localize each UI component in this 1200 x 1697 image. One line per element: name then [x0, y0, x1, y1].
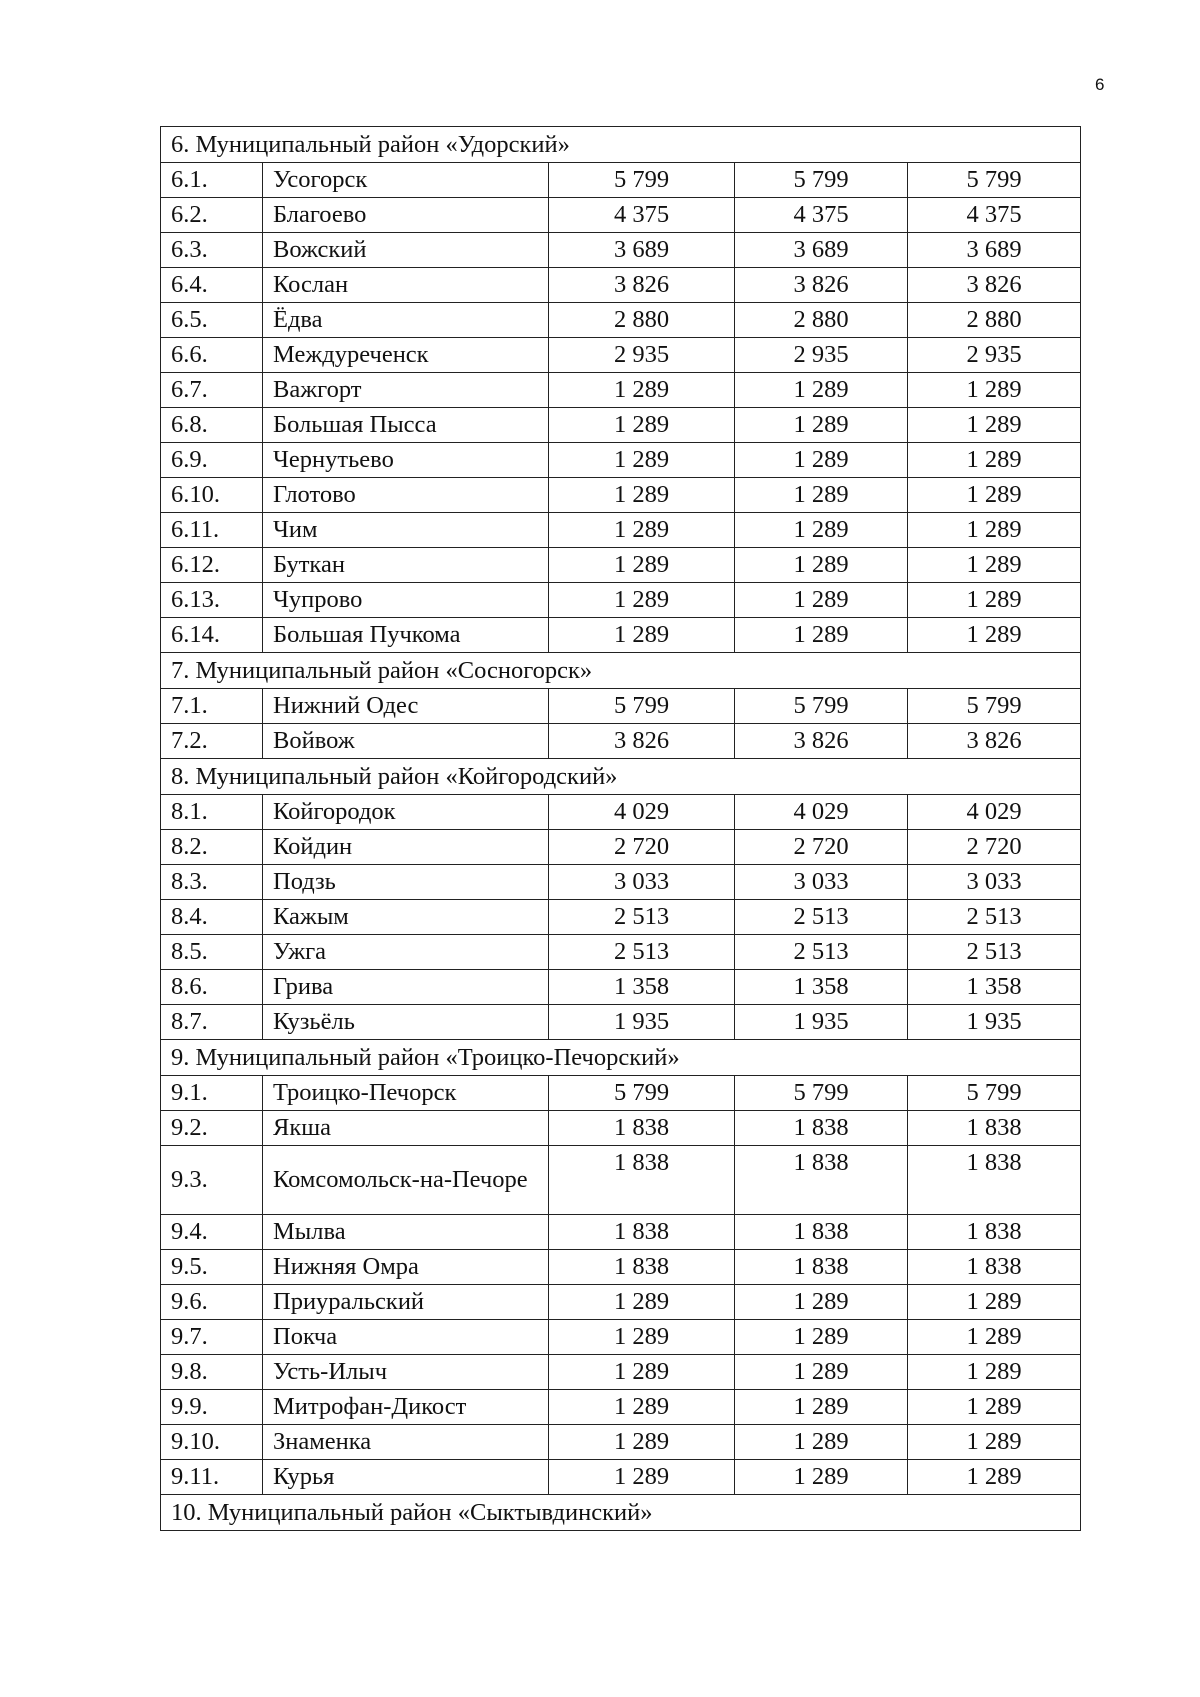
value-col-2: 5 799: [735, 163, 908, 198]
value-col-2: 1 289: [735, 583, 908, 618]
value-col-1: 1 289: [549, 478, 735, 513]
section-title: 9. Муниципальный район «Троицко-Печорский»: [161, 1040, 1081, 1076]
value-col-1: 1 838: [549, 1250, 735, 1285]
settlement-name: Мылва: [263, 1215, 549, 1250]
row-code: 7.1.: [161, 689, 263, 724]
row-code: 6.8.: [161, 408, 263, 443]
value-col-1: 5 799: [549, 163, 735, 198]
row-code: 9.7.: [161, 1320, 263, 1355]
section-title: 10. Муниципальный район «Сыктывдинский»: [161, 1495, 1081, 1531]
table-row: [161, 1146, 1081, 1215]
value-col-1: 5 799: [549, 689, 735, 724]
table-row: [161, 1355, 1081, 1390]
value-col-1: 1 289: [549, 1320, 735, 1355]
table-row: [161, 198, 1081, 233]
table-row: [161, 970, 1081, 1005]
value-col-3: 2 880: [908, 303, 1081, 338]
value-col-3: 1 289: [908, 583, 1081, 618]
settlement-name: Междуреченск: [263, 338, 549, 373]
value-col-2: 5 799: [735, 689, 908, 724]
table-row: [161, 724, 1081, 759]
row-code: 6.11.: [161, 513, 263, 548]
section-title: 6. Муниципальный район «Удорский»: [161, 127, 1081, 163]
value-col-2: 2 720: [735, 830, 908, 865]
value-col-3: 1 289: [908, 1425, 1081, 1460]
table-row: [161, 268, 1081, 303]
row-code: 6.3.: [161, 233, 263, 268]
value-col-3: 1 289: [908, 548, 1081, 583]
value-col-1: 3 826: [549, 724, 735, 759]
settlement-name: Знаменка: [263, 1425, 549, 1460]
table-row: [161, 1320, 1081, 1355]
settlement-name: Ёдва: [263, 303, 549, 338]
row-code: 8.5.: [161, 935, 263, 970]
value-col-1: 3 033: [549, 865, 735, 900]
settlement-name: Койгородок: [263, 795, 549, 830]
value-col-2: 2 880: [735, 303, 908, 338]
row-code: 8.4.: [161, 900, 263, 935]
row-code: 6.9.: [161, 443, 263, 478]
value-col-2: 1 289: [735, 1285, 908, 1320]
value-col-2: 1 838: [735, 1146, 908, 1215]
settlement-name: Большая Пысса: [263, 408, 549, 443]
table-row: [161, 338, 1081, 373]
value-col-3: 2 513: [908, 900, 1081, 935]
value-col-3: 5 799: [908, 689, 1081, 724]
value-col-2: 2 935: [735, 338, 908, 373]
value-col-2: 1 289: [735, 548, 908, 583]
table-row: [161, 233, 1081, 268]
value-col-2: 1 935: [735, 1005, 908, 1040]
value-col-1: 1 289: [549, 1355, 735, 1390]
value-col-1: 2 935: [549, 338, 735, 373]
value-col-2: 4 375: [735, 198, 908, 233]
table-row: [161, 303, 1081, 338]
value-col-1: 1 838: [549, 1215, 735, 1250]
table-body: [161, 127, 1081, 1531]
value-col-1: 1 289: [549, 1425, 735, 1460]
table-row: [161, 163, 1081, 198]
value-col-3: 3 033: [908, 865, 1081, 900]
value-col-1: 3 689: [549, 233, 735, 268]
value-col-2: 1 838: [735, 1215, 908, 1250]
table-row: [161, 865, 1081, 900]
settlement-name: Покча: [263, 1320, 549, 1355]
table-row: [161, 618, 1081, 653]
value-col-1: 1 838: [549, 1146, 735, 1215]
row-code: 6.1.: [161, 163, 263, 198]
settlements-table: [160, 126, 1081, 1531]
value-col-3: 1 838: [908, 1215, 1081, 1250]
settlement-name: Усть-Илыч: [263, 1355, 549, 1390]
row-code: 6.10.: [161, 478, 263, 513]
settlement-name: Комсомольск-на-Печоре: [263, 1146, 549, 1215]
value-col-2: 1 289: [735, 478, 908, 513]
row-code: 6.5.: [161, 303, 263, 338]
value-col-3: 2 513: [908, 935, 1081, 970]
value-col-1: 1 289: [549, 548, 735, 583]
value-col-2: 1 289: [735, 618, 908, 653]
value-col-1: 1 289: [549, 583, 735, 618]
row-code: 6.12.: [161, 548, 263, 583]
row-code: 8.1.: [161, 795, 263, 830]
value-col-1: 1 289: [549, 443, 735, 478]
table-row: [161, 1111, 1081, 1146]
row-code: 9.3.: [161, 1146, 263, 1215]
settlement-name: Вожский: [263, 233, 549, 268]
value-col-3: 1 289: [908, 1355, 1081, 1390]
settlement-name: Буткан: [263, 548, 549, 583]
settlement-name: Митрофан-Дикост: [263, 1390, 549, 1425]
row-code: 8.6.: [161, 970, 263, 1005]
value-col-3: 5 799: [908, 163, 1081, 198]
section-header-row: [161, 759, 1081, 795]
value-col-3: 1 289: [908, 373, 1081, 408]
value-col-3: 1 289: [908, 513, 1081, 548]
value-col-1: 1 838: [549, 1111, 735, 1146]
value-col-1: 2 513: [549, 900, 735, 935]
row-code: 7.2.: [161, 724, 263, 759]
row-code: 8.7.: [161, 1005, 263, 1040]
value-col-3: 1 358: [908, 970, 1081, 1005]
value-col-3: 1 289: [908, 478, 1081, 513]
value-col-3: 2 720: [908, 830, 1081, 865]
value-col-2: 1 289: [735, 1390, 908, 1425]
row-code: 6.2.: [161, 198, 263, 233]
settlement-name: Кослан: [263, 268, 549, 303]
table-row: [161, 830, 1081, 865]
value-col-1: 5 799: [549, 1076, 735, 1111]
row-code: 6.7.: [161, 373, 263, 408]
table-row: [161, 1005, 1081, 1040]
section-header-row: [161, 653, 1081, 689]
row-code: 8.2.: [161, 830, 263, 865]
row-code: 9.9.: [161, 1390, 263, 1425]
page-number: 6: [1095, 75, 1105, 94]
value-col-2: 3 689: [735, 233, 908, 268]
row-code: 9.2.: [161, 1111, 263, 1146]
value-col-3: 1 935: [908, 1005, 1081, 1040]
settlement-name: Кузьёль: [263, 1005, 549, 1040]
value-col-1: 1 289: [549, 1460, 735, 1495]
settlement-name: Нижний Одес: [263, 689, 549, 724]
value-col-3: 1 289: [908, 1460, 1081, 1495]
value-col-2: 4 029: [735, 795, 908, 830]
value-col-1: 4 375: [549, 198, 735, 233]
value-col-2: 2 513: [735, 900, 908, 935]
table-row: [161, 583, 1081, 618]
table-row: [161, 1390, 1081, 1425]
value-col-3: 1 838: [908, 1111, 1081, 1146]
value-col-1: 2 720: [549, 830, 735, 865]
value-col-2: 3 033: [735, 865, 908, 900]
table-row: [161, 373, 1081, 408]
value-col-3: 1 838: [908, 1250, 1081, 1285]
row-code: 6.4.: [161, 268, 263, 303]
table-row: [161, 900, 1081, 935]
settlement-name: Грива: [263, 970, 549, 1005]
value-col-2: 1 358: [735, 970, 908, 1005]
value-col-2: 2 513: [735, 935, 908, 970]
table-row: [161, 1215, 1081, 1250]
row-code: 6.6.: [161, 338, 263, 373]
table-row: [161, 1250, 1081, 1285]
value-col-3: 2 935: [908, 338, 1081, 373]
value-col-1: 2 880: [549, 303, 735, 338]
value-col-3: 3 826: [908, 268, 1081, 303]
table-row: [161, 513, 1081, 548]
table-row: [161, 795, 1081, 830]
value-col-2: 5 799: [735, 1076, 908, 1111]
row-code: 9.6.: [161, 1285, 263, 1320]
settlement-name: Подзь: [263, 865, 549, 900]
value-col-2: 1 289: [735, 1425, 908, 1460]
table-row: [161, 935, 1081, 970]
value-col-2: 1 289: [735, 1320, 908, 1355]
value-col-2: 1 838: [735, 1250, 908, 1285]
value-col-3: 1 289: [908, 408, 1081, 443]
value-col-3: 1 289: [908, 618, 1081, 653]
section-title: 8. Муниципальный район «Койгородский»: [161, 759, 1081, 795]
value-col-1: 1 289: [549, 618, 735, 653]
value-col-1: 1 289: [549, 1285, 735, 1320]
section-header-row: [161, 127, 1081, 163]
settlement-name: Чупрово: [263, 583, 549, 618]
value-col-2: 1 289: [735, 408, 908, 443]
settlement-name: Курья: [263, 1460, 549, 1495]
row-code: 9.8.: [161, 1355, 263, 1390]
value-col-1: 1 289: [549, 513, 735, 548]
settlement-name: Кажым: [263, 900, 549, 935]
settlement-name: Войвож: [263, 724, 549, 759]
table-row: [161, 548, 1081, 583]
settlement-name: Ужга: [263, 935, 549, 970]
value-col-1: 1 935: [549, 1005, 735, 1040]
value-col-3: 1 289: [908, 1320, 1081, 1355]
value-col-1: 1 358: [549, 970, 735, 1005]
value-col-1: 1 289: [549, 1390, 735, 1425]
table-row: [161, 408, 1081, 443]
settlement-name: Якша: [263, 1111, 549, 1146]
value-col-2: 1 289: [735, 443, 908, 478]
section-title: 7. Муниципальный район «Сосногорск»: [161, 653, 1081, 689]
value-col-1: 2 513: [549, 935, 735, 970]
row-code: 8.3.: [161, 865, 263, 900]
value-col-2: 3 826: [735, 268, 908, 303]
table-row: [161, 1460, 1081, 1495]
value-col-2: 1 289: [735, 1355, 908, 1390]
value-col-3: 5 799: [908, 1076, 1081, 1111]
settlement-name: Большая Пучкома: [263, 618, 549, 653]
settlement-name: Приуральский: [263, 1285, 549, 1320]
table-row: [161, 1425, 1081, 1460]
settlement-name: Чим: [263, 513, 549, 548]
table-row: [161, 1285, 1081, 1320]
section-header-row: [161, 1040, 1081, 1076]
value-col-2: 1 289: [735, 373, 908, 408]
table-row: [161, 443, 1081, 478]
table-row: [161, 689, 1081, 724]
value-col-3: 4 029: [908, 795, 1081, 830]
row-code: 6.13.: [161, 583, 263, 618]
row-code: 9.1.: [161, 1076, 263, 1111]
value-col-3: 4 375: [908, 198, 1081, 233]
settlement-name: Усогорск: [263, 163, 549, 198]
table-row: [161, 1076, 1081, 1111]
value-col-1: 1 289: [549, 408, 735, 443]
settlement-name: Троицко-Печорск: [263, 1076, 549, 1111]
settlement-name: Важгорт: [263, 373, 549, 408]
value-col-2: 3 826: [735, 724, 908, 759]
value-col-2: 1 289: [735, 513, 908, 548]
settlement-name: Нижняя Омра: [263, 1250, 549, 1285]
settlement-name: Благоево: [263, 198, 549, 233]
value-col-3: 1 289: [908, 1390, 1081, 1425]
settlement-name: Глотово: [263, 478, 549, 513]
row-code: 9.5.: [161, 1250, 263, 1285]
settlement-name: Койдин: [263, 830, 549, 865]
value-col-1: 4 029: [549, 795, 735, 830]
value-col-3: 1 289: [908, 1285, 1081, 1320]
section-header-row: [161, 1495, 1081, 1531]
value-col-1: 3 826: [549, 268, 735, 303]
settlement-name: Чернутьево: [263, 443, 549, 478]
row-code: 6.14.: [161, 618, 263, 653]
value-col-2: 1 838: [735, 1111, 908, 1146]
value-col-3: 3 826: [908, 724, 1081, 759]
table-row: [161, 478, 1081, 513]
row-code: 9.4.: [161, 1215, 263, 1250]
value-col-2: 1 289: [735, 1460, 908, 1495]
value-col-3: 1 838: [908, 1146, 1081, 1215]
row-code: 9.10.: [161, 1425, 263, 1460]
value-col-3: 3 689: [908, 233, 1081, 268]
value-col-1: 1 289: [549, 373, 735, 408]
row-code: 9.11.: [161, 1460, 263, 1495]
value-col-3: 1 289: [908, 443, 1081, 478]
